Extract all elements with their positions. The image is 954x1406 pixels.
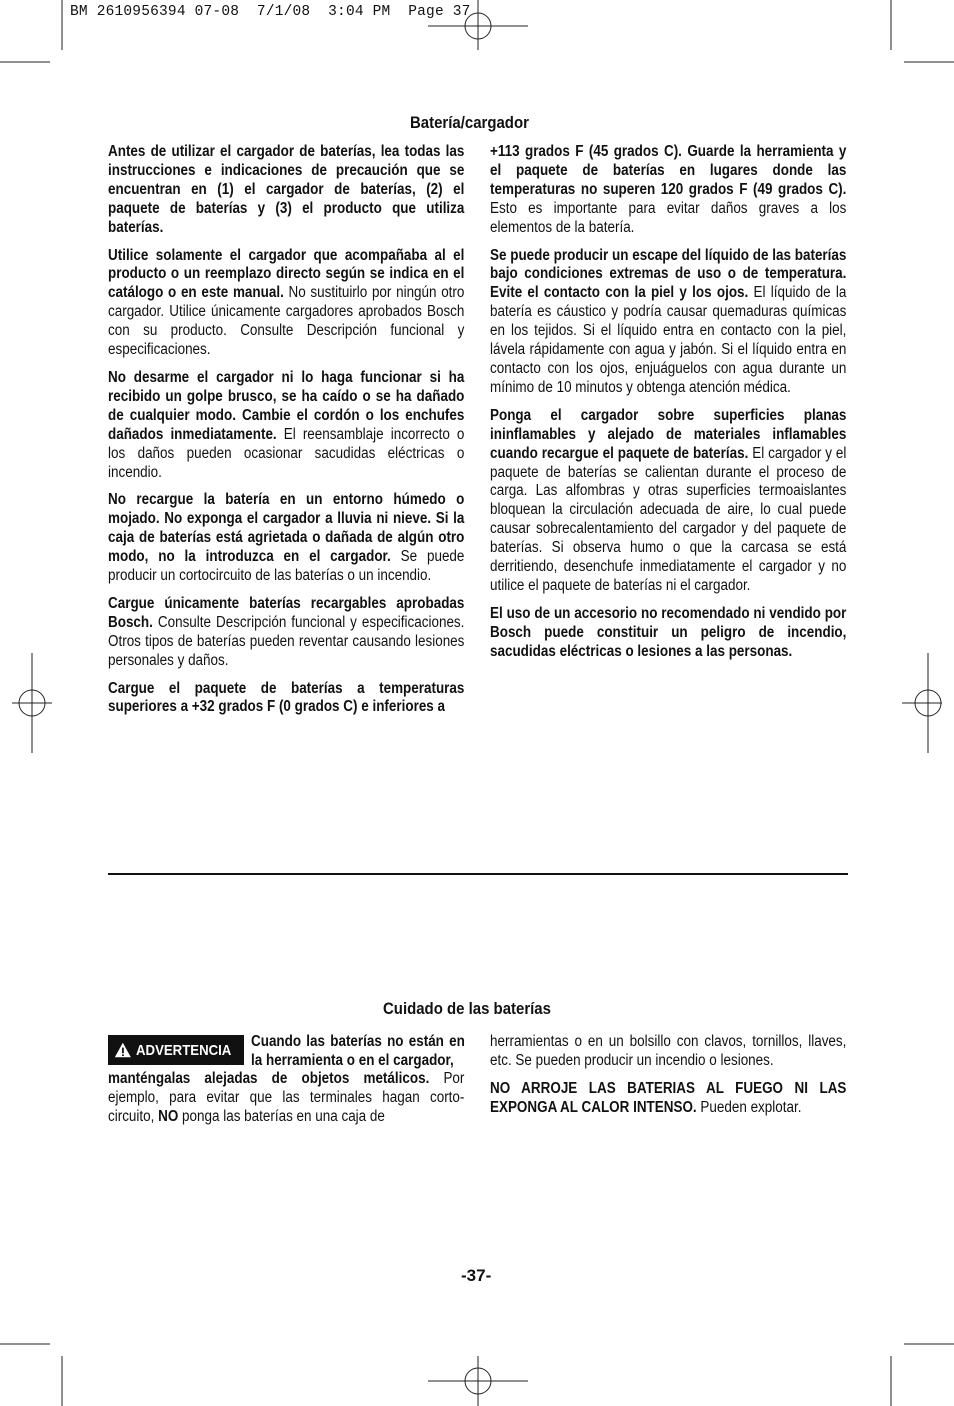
section1-left-column xyxy=(108,143,465,726)
section-title-bateria-cargador: Batería/cargador xyxy=(410,113,529,132)
paragraph: Cargue el paquete de baterías a temperaturas superiores a +32 grados F (0 grados C) e inferiores a xyxy=(108,679,465,716)
paragraph: Utilice solamente el cargador que acompañaba al el producto o un reemplazo directo según se indica en el catálogo o en este manual. No sustituirlo por ningún otro cargador. Utilice únicamente cargadores aprobados Bosch con su producto. Consulte Descripción funcional y especificaciones. xyxy=(108,246,465,359)
paragraph: herramientas o en un bolsillo con clavos, tornillos, llaves, etc. Se pueden producir un incendio o lesiones. xyxy=(490,1033,847,1069)
paragraph: manténgalas alejadas de objetos metálicos. Por ejemplo, para evitar que las terminales hagan corto-circuito, NO ponga las baterías en una caja de xyxy=(108,1070,465,1125)
section2-left-column xyxy=(108,1070,465,1136)
section2-right-column xyxy=(490,1033,847,1127)
section-title-cuidado-baterias: Cuidado de las baterías xyxy=(383,999,551,1018)
section1-right-column xyxy=(490,143,847,671)
paragraph: Ponga el cargador sobre superficies planas ininflamables y alejado de materiales inflamables cuando recargue el paquete de baterías. El cargador y el paquete de baterías se calientan durante el proceso de carga. Las alfombras y otras superficies termoaislantes bloquean la circulación adecuada de aire, lo cual puede causar sobrecalentamiento del cargador y del paquete de baterías. Si observa humo o que la carcasa se está derritiendo, desenchufe inmediatamente el cargador y no utilice el paquete de baterías ni el cargador. xyxy=(490,406,847,594)
section2-left-intro: Cuando las baterías no están en la herramienta o en el cargador, xyxy=(251,1033,465,1069)
warning-label: ADVERTENCIA xyxy=(135,1041,231,1059)
warning-triangle-icon xyxy=(114,1040,132,1060)
paragraph: Antes de utilizar el cargador de baterías, lea todas las instrucciones e indicaciones de precaución que se encuentran en (1) el cargador de baterías, (2) el paquete de baterías y (3) el producto que utiliza baterías. xyxy=(108,143,465,236)
warning-badge xyxy=(108,1035,244,1065)
paragraph: NO ARROJE LAS BATERIAS AL FUEGO NI LAS EXPONGA AL CALOR INTENSO. Pueden explotar. xyxy=(490,1079,847,1116)
paragraph: +113 grados F (45 grados C). Guarde la herramienta y el paquete de baterías en lugares donde las temperaturas no superen 120 grados F (49 grados C). Esto es importante para evitar daños graves a los elementos de la batería. xyxy=(490,143,847,236)
print-slug: BM 2610956394 07-08 7/1/08 3:04 PM Page 37 xyxy=(70,4,471,20)
paragraph: Cargue únicamente baterías recargables aprobadas Bosch. Consulte Descripción funcional y especificaciones. Otros tipos de baterías pueden reventar causando lesiones personales y daños. xyxy=(108,594,465,669)
paragraph: No recargue la batería en un entorno húmedo o mojado. No exponga el cargador a lluvia ni nieve. Si la caja de baterías está agrietada o dañada de algún otro modo, no la introduzca en el cargador. Se puede producir un cortocircuito de las baterías o un incendio. xyxy=(108,491,465,585)
paragraph: El uso de un accesorio no recomendado ni vendido por Bosch puede constituir un peligro de incendio, sacudidas eléctricas o lesiones a las personas. xyxy=(490,604,847,660)
section-divider xyxy=(108,873,848,875)
page-number: -37- xyxy=(461,1266,492,1285)
paragraph: No desarme el cargador ni lo haga funcionar si ha recibido un golpe brusco, se ha caído o se ha dañado de cualquier modo. Cambie el cordón o los enchufes dañados inmediatamente. El reensamblaje incorrecto o los daños pueden ocasionar sacudidas eléctricas o incendio. xyxy=(108,368,465,481)
paragraph: Se puede producir un escape del líquido de las baterías bajo condiciones extremas de uso o de temperatura. Evite el contacto con la piel y los ojos. El líquido de la batería es cáustico y podría causar quemaduras químicas en los tejidos. Si el líquido entra en contacto con la piel, lávela rápidamente con agua y jabón. Si el líquido entra en contacto con los ojos, enjuáguelos con agua durante un mínimo de 10 minutos y obtenga atención médica. xyxy=(490,246,847,396)
